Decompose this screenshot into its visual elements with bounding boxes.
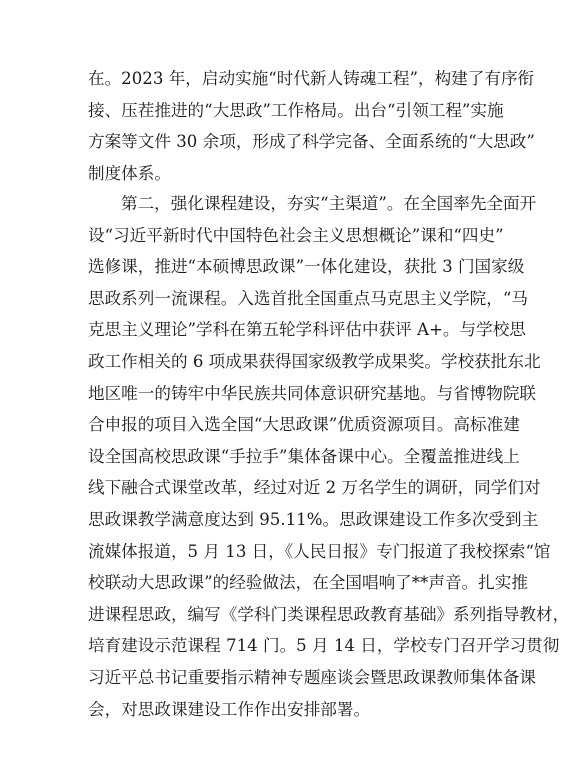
paragraph-line: 制度体系。: [88, 163, 171, 183]
paragraph-line: 设全国高校思政课“手拉手”集体备课中心。全覆盖推进线上: [88, 446, 520, 466]
paragraph-line: 培育建设示范课程 714 门。5 月 14 日，学校专门召开学习贯彻: [88, 636, 560, 656]
paragraph-line: 流媒体报道，5 月 13 日，《人民日报》专门报道了我校探索“馆: [88, 541, 551, 561]
paragraph-line: 在。2023 年，启动实施“时代新人铸魂工程”，构建了有序衔: [88, 69, 535, 88]
paragraph-line: 选修课，推进“本硕博思政课”一体化建设，获批 3 门国家级: [88, 257, 525, 277]
paragraph-line: 线下融合式课堂改革，经过对近 2 万名学生的调研，同学们对: [88, 478, 541, 498]
paragraph-line: 会，对思政课建设工作作出安排部署。: [88, 699, 371, 719]
paragraph-line: 地区唯一的铸牢中华民族共同体意识研究基地。与省博物院联: [88, 383, 537, 403]
paragraph-line: 进课程思政，编写《学科门类课程思政教育基础》系列指导教材，: [88, 604, 570, 624]
paragraph-1: [88, 63, 535, 189]
paragraph-line: 思政课教学满意度达到 95.11%。思政课建设工作多次受到主: [88, 509, 539, 529]
paragraph-line: 校联动大思政课”的经验做法，在全国唱响了**声音。扎实推: [88, 573, 528, 593]
paragraph-line: 方案等文件 30 余项，形成了科学完备、全面系统的“大思政”: [88, 132, 535, 152]
paragraph-line: 第二，强化课程建设，夯实“主渠道”。在全国率先全面开: [121, 194, 537, 213]
paragraph-line: 合申报的项目入选全国“大思政课”优质资源项目。高标准建: [88, 415, 520, 435]
paragraph-line: 政工作相关的 6 项成果获得国家级教学成果奖。学校获批东北: [88, 351, 541, 371]
paragraph-2: [88, 188, 570, 725]
paragraph-line: 克思主义理论”学科在第五轮学科评估中获评 A+。与学校思: [88, 320, 526, 340]
paragraph-line: 思政系列一流课程。入选首批全国重点马克思主义学院，“马: [88, 288, 528, 308]
paragraph-line: 设“习近平新时代中国特色社会主义思想概论”课和“四史”: [88, 225, 504, 245]
paragraph-line: 接、压茬推进的“大思政”工作格局。出台“引领工程”实施: [88, 100, 504, 120]
paragraph-line: 习近平总书记重要指示精神专题座谈会暨思政课教师集体备课: [88, 667, 537, 687]
